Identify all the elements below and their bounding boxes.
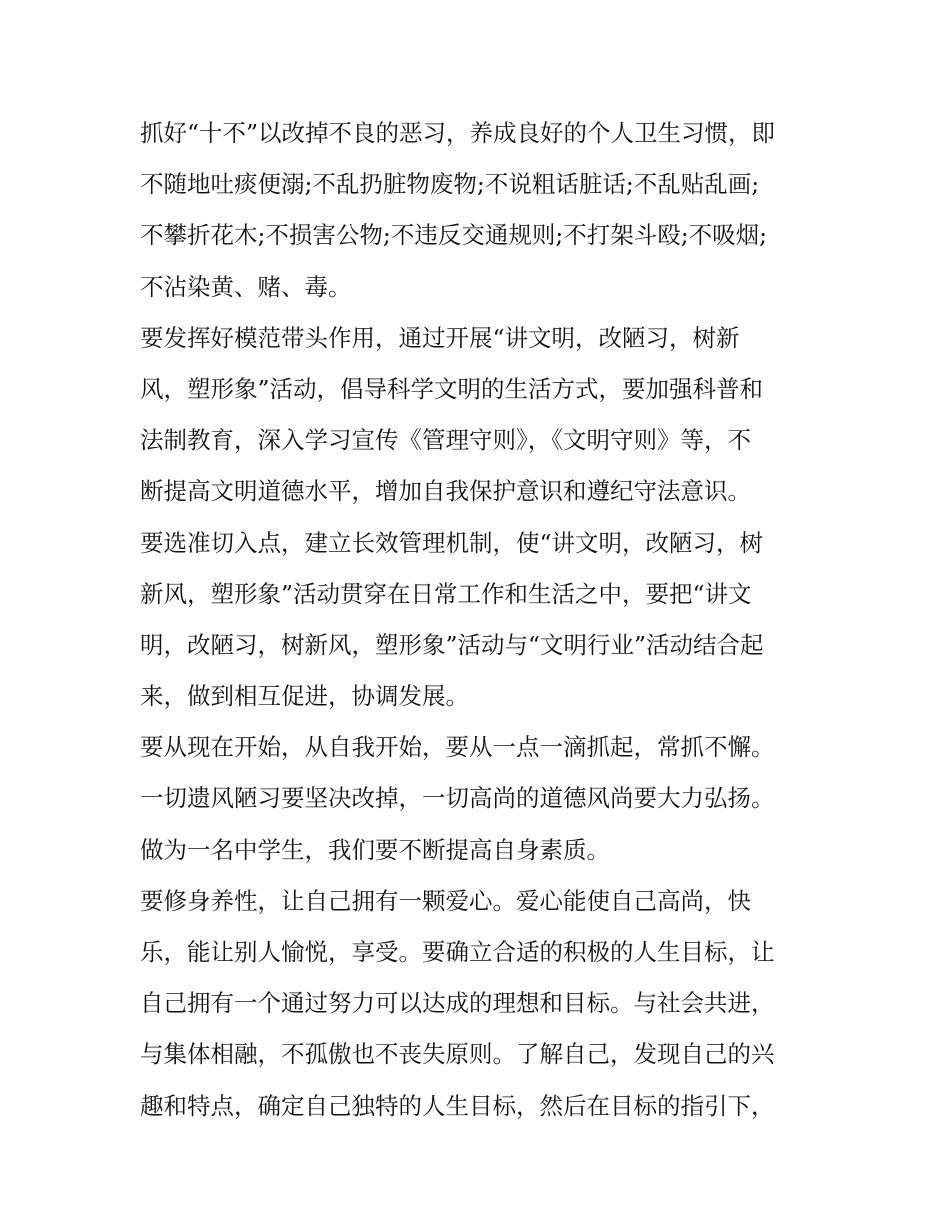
text-line: 要修身养性，让自己拥有一颗爱心。爱心能使自己高尚，快 [140, 886, 751, 915]
text-line: 一切遗风陋习要坚决改掉，一切高尚的道德风尚要大力弘扬。 [140, 784, 775, 813]
text-line: 抓好“十不”以改掉不良的恶习，养成良好的个人卫生习惯，即 [140, 119, 776, 147]
text-line: 做为一名中学生，我们要不断提高自身素质。 [140, 835, 610, 864]
text-line: 断提高文明道德水平，增加自我保护意识和遵纪守法意识。 [140, 477, 751, 506]
text-line: 要发挥好模范带头作用，通过开展“讲文明，改陋习，树新 [140, 323, 740, 352]
text-line: 明，改陋习，树新风，塑形象”活动与“文明行业”活动结合起 [140, 630, 764, 659]
text-line: 不沾染黄、赌、毒。 [140, 272, 352, 301]
document-body [140, 108, 820, 1132]
text-line: 法制教育，深入学习宣传《管理守则》，《文明守则》等，不 [140, 426, 751, 455]
text-line: 不随地吐痰便溺;不乱扔脏物废物;不说粗话脏话;不乱贴乱画; [140, 170, 760, 199]
text-line: 要选准切入点，建立长效管理机制，使“讲文明，改陋习，树 [140, 528, 764, 557]
text-line: 要从现在开始，从自我开始，要从一点一滴抓起，常抓不懈。 [140, 733, 775, 762]
text-line: 不攀折花木;不损害公物;不违反交通规则;不打架斗殴;不吸烟; [140, 221, 768, 250]
text-line: 新风，塑形象”活动贯穿在日常工作和生活之中，要把“讲文 [140, 579, 752, 608]
text-line: 与集体相融，不孤傲也不丧失原则。了解自己，发现自己的兴 [140, 1040, 775, 1069]
text-line: 来，做到相互促进，协调发展。 [140, 682, 469, 711]
text-line: 趣和特点，确定自己独特的人生目标，然后在目标的指引下， [140, 1091, 775, 1120]
text-line: 乐，能让别人愉悦，享受。要确立合适的积极的人生目标，让 [140, 938, 775, 966]
text-line: 自己拥有一个通过努力可以达成的理想和目标。与社会共进， [140, 989, 775, 1018]
text-line: 风，塑形象”活动，倡导科学文明的生活方式，要加强科普和 [140, 374, 764, 403]
